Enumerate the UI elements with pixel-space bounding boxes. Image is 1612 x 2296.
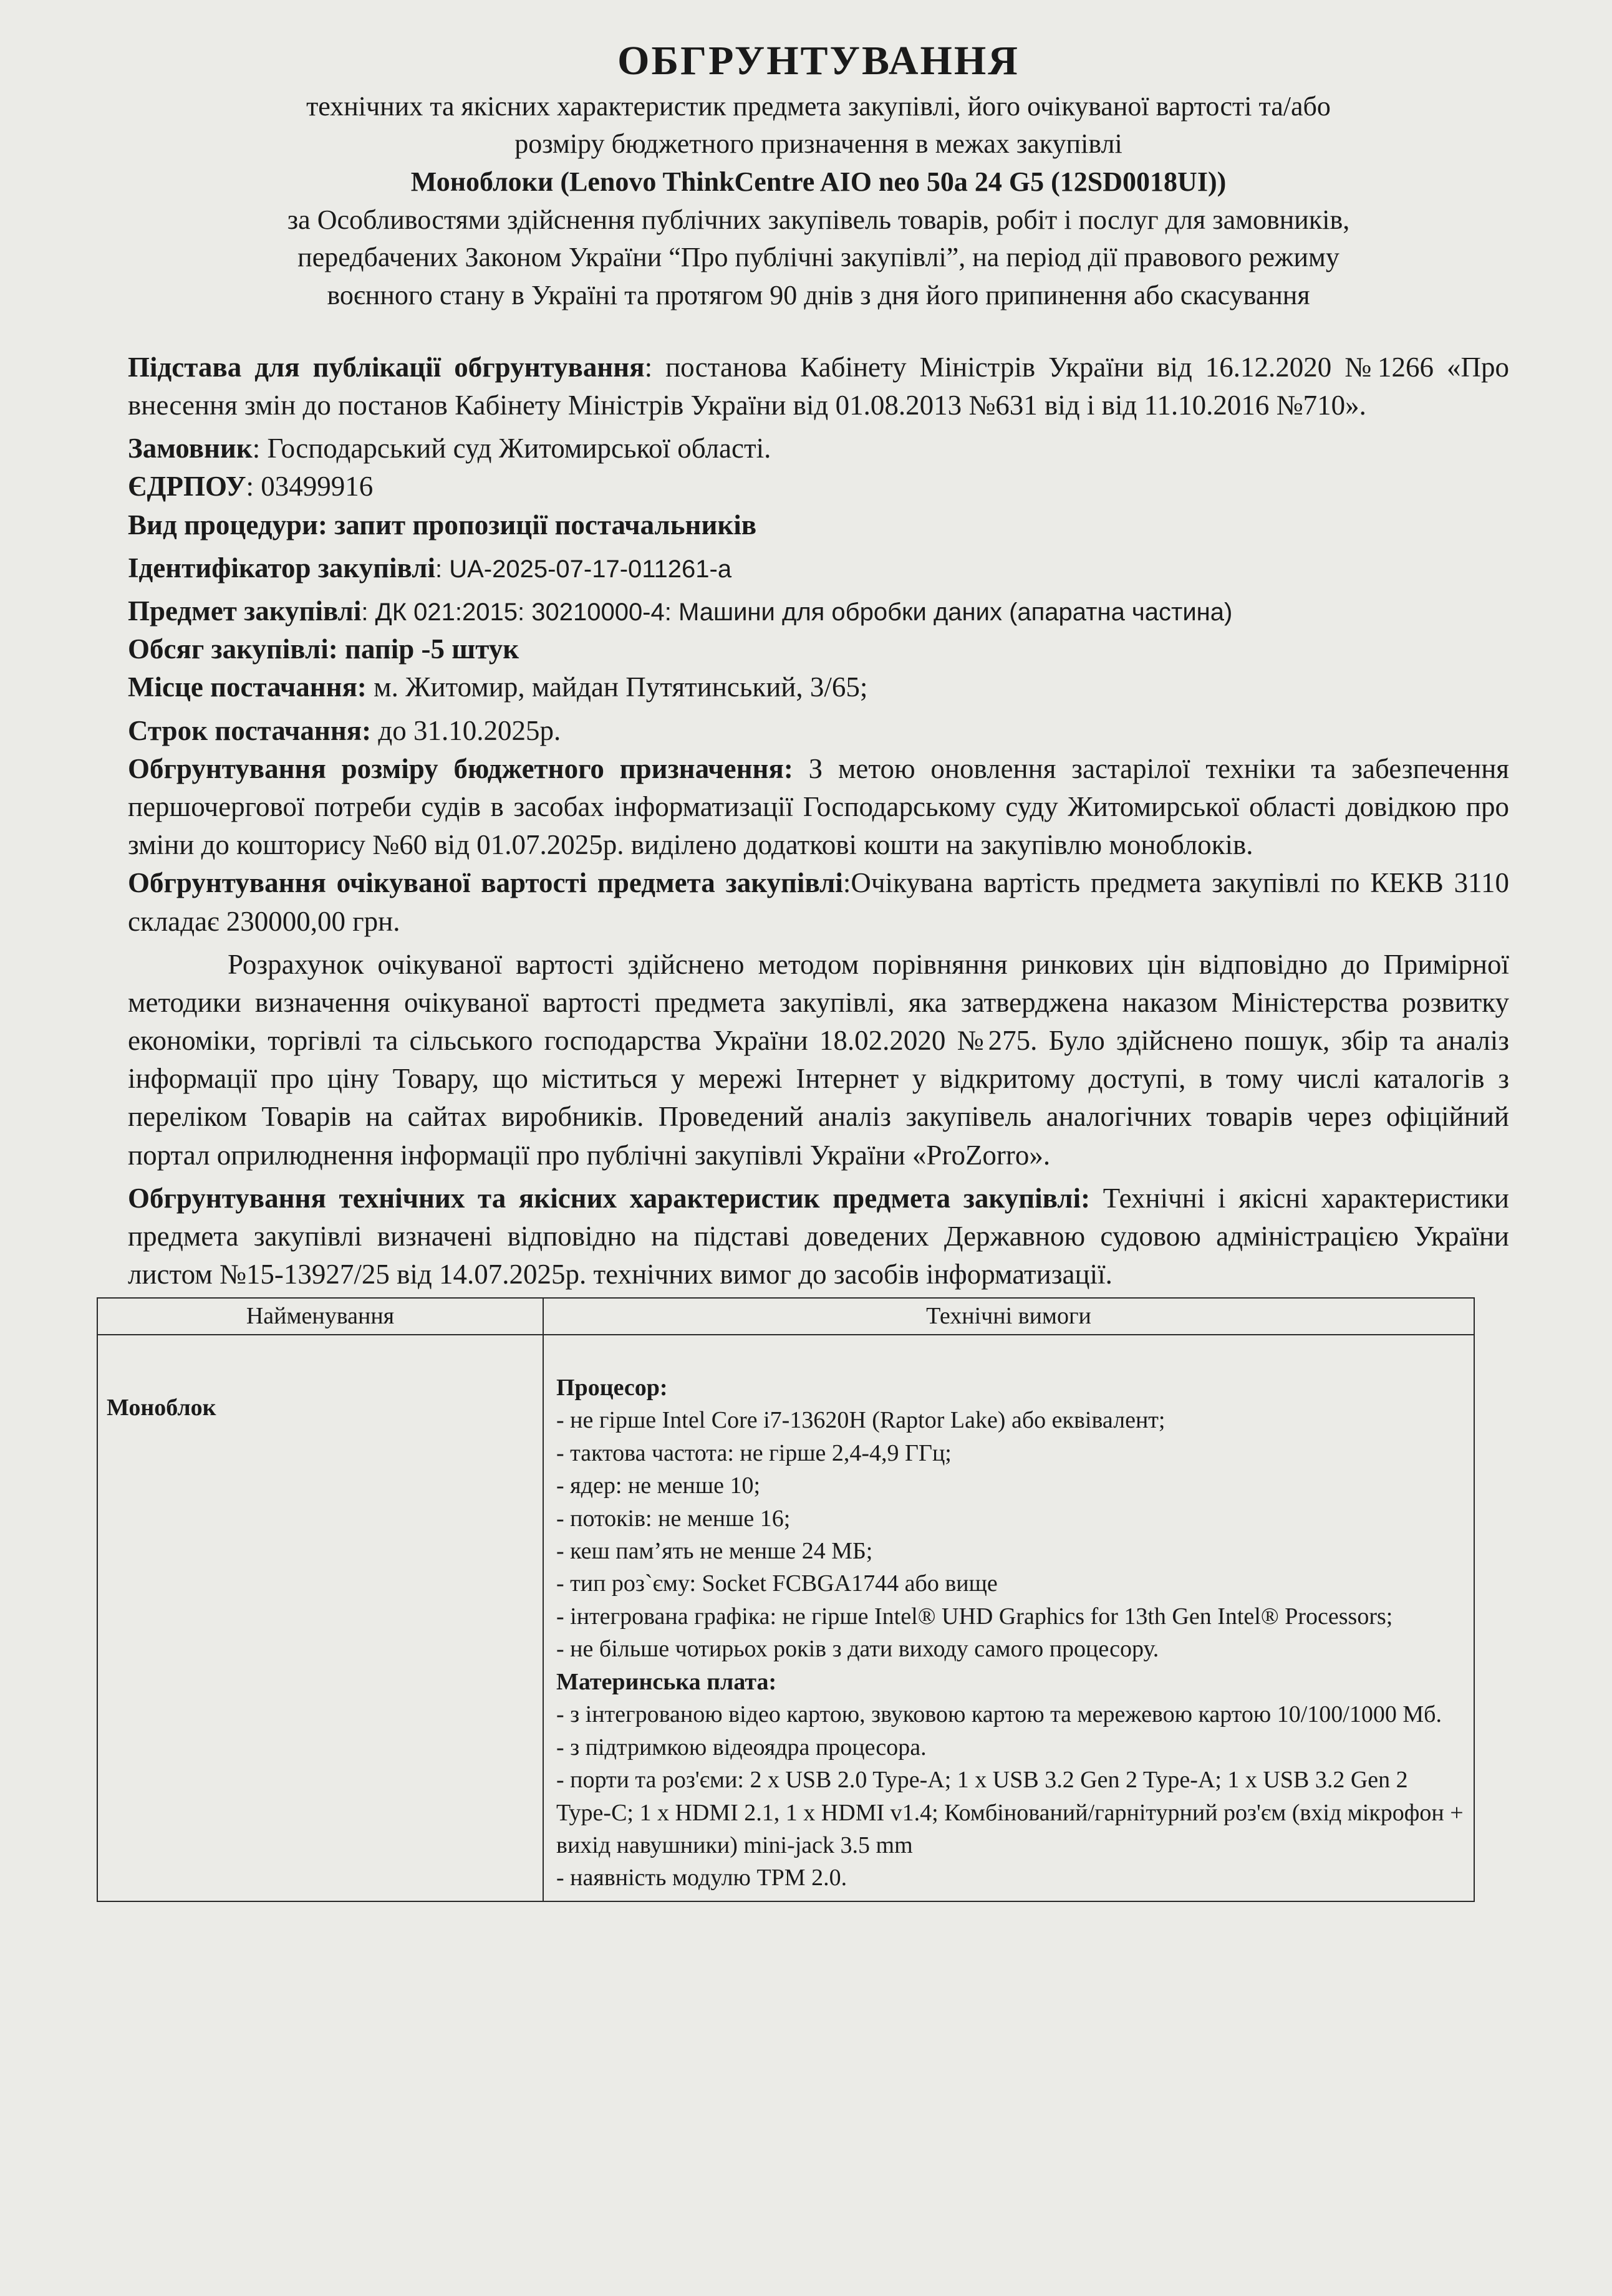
budget-justification-label: Обгрунтування розміру бюджетного призначення:	[128, 752, 793, 784]
processor-req: - не гірше Intel Core i7-13620H (Raptor Lake) або еквівалент;	[556, 1407, 1166, 1434]
edrpou-label: ЄДРПОУ	[128, 471, 246, 502]
subtitle-line-1: технічних та якісних характеристик предмета закупівлі, його очікуваної вартості та/або	[306, 90, 1331, 122]
expected-cost-field	[128, 864, 1509, 940]
subject-label: Предмет закупівлі	[128, 595, 362, 627]
motherboard-req: - з інтегрованою відео картою, звуковою картою та мережевою картою 10/100/1000 Мб.	[556, 1701, 1442, 1728]
table-row	[97, 1335, 1474, 1901]
customer-label: Замовник	[128, 433, 253, 464]
processor-req: - не більше чотирьох років з дати виходу самого процесору.	[556, 1636, 1159, 1663]
procurement-id-value: : UA-2025-07-17-011261-a	[435, 555, 732, 583]
place-field	[128, 668, 1509, 706]
processor-req: - кеш пам’ять не менше 24 МБ;	[556, 1538, 873, 1565]
processor-req: - інтегрована графіка: не гірше Intel® UHD Graphics for 13th Gen Intel® Processors;	[556, 1603, 1393, 1630]
procedure-field	[128, 506, 1509, 544]
processor-req: - тип роз`єму: Socket FCBGA1744 або вище	[556, 1570, 998, 1597]
procedure-label: Вид процедури	[128, 509, 318, 540]
procurement-id-field	[128, 549, 1509, 587]
volume-field	[128, 630, 1509, 668]
technical-justification-value: Технічні і якісні характеристики предмета закупівлі визначені відповідно на підставі доведених Державною судовою адміністрацією України листом №15-13927/25 від 14.07.2025р. технічних вимог до засобів інформатизації.	[128, 1182, 1509, 1290]
edrpou-value: : 03499916	[246, 471, 374, 502]
motherboard-req: - з підтримкою відеоядра процесора.	[556, 1734, 927, 1760]
place-value: м. Житомир, майдан Путятинський, 3/65;	[366, 671, 868, 703]
volume-value: : папір -5 штук	[328, 633, 519, 665]
procurement-id-label: Ідентифікатор закупівлі	[128, 552, 435, 584]
item-name-cell: Моноблок	[97, 1335, 543, 1901]
document-title: ОБГРУНТУВАННЯ	[617, 38, 1020, 84]
item-requirements-cell	[543, 1335, 1474, 1901]
budget-justification-value: З метою оновлення застарілої техніки та забезпечення першочергової потреби судів в засобах інформатизації Господарському суду Житомирської області довідкою про зміни до кошторису №60 від 01.07.2025р. виділено додаткові кошти на закупівлю моноблоків.	[128, 752, 1509, 861]
procedure-value: : запит пропозиції постачальників	[317, 509, 757, 540]
expected-cost-value: :Очікувана вартість предмета закупівлі по КЕКВ 3110 складає 230000,00 грн.	[128, 867, 1509, 937]
spacer	[128, 315, 1509, 348]
column-header-name: Найменування	[97, 1298, 543, 1334]
requirements-table	[97, 1297, 1475, 1901]
expected-cost-label: Обгрунтування очікуваної вартості предмета закупівлі	[128, 867, 843, 899]
customer-field	[128, 430, 1509, 468]
subject-field	[128, 592, 1509, 630]
deadline-value: до 31.10.2025р.	[371, 714, 561, 746]
product-name: Моноблоки (Lenovo ThinkCentre AIO neo 50a 24 G5 (12SD0018UI))	[410, 166, 1227, 198]
deadline-label: Строк постачання:	[128, 714, 372, 746]
deadline-field	[128, 712, 1509, 750]
volume-label: Обсяг закупівлі	[128, 633, 329, 665]
processor-heading: Процесор:	[556, 1374, 668, 1401]
place-label: Місце постачання:	[128, 671, 367, 703]
technical-justification-field	[128, 1179, 1509, 1294]
edrpou-field	[128, 468, 1509, 506]
budget-justification-field	[128, 750, 1509, 865]
customer-value: : Господарський суд Житомирської області.	[252, 433, 771, 464]
table-header-row	[97, 1298, 1474, 1334]
context-line-1: за Особливостями здійснення публічних закупівель товарів, робіт і послуг для замовників,	[287, 204, 1350, 235]
motherboard-heading: Материнська плата:	[556, 1668, 777, 1695]
context-line-3: воєнного стану в Україні та протягом 90 днів з дня його припинення або скасування	[327, 280, 1310, 311]
basis-value: : постанова Кабінету Міністрів України від 16.12.2020 №1266 «Про внесення змін до постанов Кабінету Міністрів України від 01.08.2013 №631 від і від 11.10.2016 №710».	[128, 351, 1509, 421]
context-line-2: передбачених Законом України “Про публічні закупівлі”, на період дії правового режиму	[297, 242, 1339, 273]
processor-req: - ядер: не менше 10;	[556, 1472, 761, 1499]
column-header-requirements: Технічні вимоги	[543, 1298, 1474, 1334]
subject-value: : ДК 021:2015: 30210000-4: Машини для обробки даних (апаратна частина)	[361, 598, 1233, 627]
subtitle-line-2: розміру бюджетного призначення в межах закупівлі	[514, 128, 1122, 160]
basis-label: Підстава для публікації обгрунтування	[128, 351, 645, 383]
motherboard-req: - порти та роз'єми: 2 х USB 2.0 Type-A; 1 x USB 3.2 Gen 2 Type-A; 1 x USB 3.2 Gen 2 Type-C; 1 x HDMI 2.1, 1 x HDMI v1.4; Комбінований/гарнітурний роз'єм (вхід мікрофон + вихід навушники) mini-jack 3.5 mm	[556, 1767, 1464, 1858]
motherboard-req: - наявність модулю TPM 2.0.	[556, 1865, 847, 1891]
technical-justification-label: Обгрунтування технічних та якісних характеристик предмета закупівлі:	[128, 1182, 1091, 1214]
basis-field	[128, 348, 1509, 425]
processor-req: - потоків: не менше 16;	[556, 1505, 791, 1532]
calculation-paragraph: Розрахунок очікуваної вартості здійснено методом порівняння ринкових цін відповідно до Примірної методики визначення очікуваної вартості предмета закупівлі, яка затверджена наказом Міністерства розвитку економіки, торгівлі та сільського господарства України 18.02.2020 №275. Було здійснено пошук, збір та аналіз інформації про ціну Товару, що міститься у мережі Інтернет у відкритому доступі, в тому числі каталогів з переліком Товарів на сайтах виробників. Проведений аналіз закупівель аналогічних товарів через офіційний портал оприлюднення інформації про публічні закупівлі України «ProZorro».	[128, 948, 1509, 1171]
processor-req: - тактова частота: не гірше 2,4-4,9 ГГц;	[556, 1439, 952, 1466]
